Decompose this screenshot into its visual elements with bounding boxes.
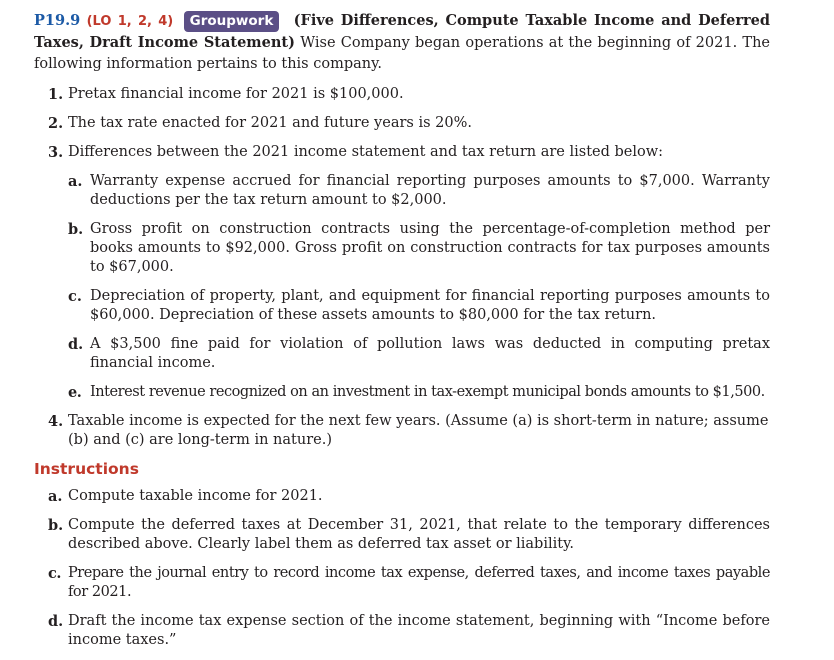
subitem-text: Gross profit on construction contracts using the percentage-of-completion method per books amounts to $92,000. Gross profit on construction contracts for tax purposes amounts to $67,000. <box>90 221 770 275</box>
item-text: The tax rate enacted for 2021 and future years is 20%. <box>68 115 472 131</box>
instruction-text: Prepare the journal entry to record income tax expense, deferred taxes, and income taxes payable for 2021. <box>68 565 770 600</box>
sub-list-item <box>34 172 770 210</box>
subitem-text: Depreciation of property, plant, and equipment for financial reporting purposes amounts to $60,000. Depreciation of these assets amounts to $80,000 for the tax return. <box>90 288 770 323</box>
instruction-label: b. <box>48 517 64 534</box>
item-label: 1. <box>48 86 64 103</box>
subitem-label: b. <box>68 221 84 238</box>
list-item <box>34 85 770 104</box>
problem-page <box>34 10 770 660</box>
instruction-item <box>34 612 770 650</box>
instruction-label: d. <box>48 613 64 630</box>
instructions-heading: Instructions <box>34 460 139 478</box>
instruction-text: Draft the income tax expense section of the income statement, beginning with “Income before income taxes.” <box>68 613 770 648</box>
problem-topics: (Five Differences, Compute Taxable Income and Deferred Taxes, Draft Income Statement) <box>34 12 770 51</box>
subitem-text: A $3,500 fine paid for violation of pollution laws was deducted in computing pretax financial income. <box>90 336 770 371</box>
instruction-text: Compute the deferred taxes at December 31, 2021, that relate to the temporary differences described above. Clearly label them as deferred tax asset or liability. <box>68 517 770 552</box>
instruction-item <box>34 516 770 554</box>
problem-number: P19.9 <box>34 12 81 29</box>
problem-header <box>34 10 770 75</box>
sub-list-item <box>34 220 770 277</box>
sub-list-item <box>34 335 770 373</box>
item-label: 4. <box>48 413 64 430</box>
subitem-text: Warranty expense accrued for financial reporting purposes amounts to $7,000. Warranty deductions per the tax return amount to $2,000. <box>90 173 770 208</box>
item-text: Taxable income is expected for the next few years. (Assume (a) is short-term in nature; assume (b) and (c) are long-term in nature.) <box>68 413 769 448</box>
subitem-label: e. <box>68 384 82 401</box>
subitem-text: Interest revenue recognized on an investment in tax-exempt municipal bonds amounts to $1,500. <box>90 384 765 400</box>
instruction-item <box>34 487 770 506</box>
list-item <box>34 143 770 162</box>
groupwork-badge: Groupwork <box>184 11 280 32</box>
instruction-label: c. <box>48 565 61 582</box>
instruction-text: Compute taxable income for 2021. <box>68 488 323 504</box>
item-text: Pretax financial income for 2021 is $100,000. <box>68 86 404 102</box>
subitem-label: a. <box>68 173 83 190</box>
list-item <box>34 114 770 133</box>
instruction-label: a. <box>48 488 63 505</box>
subitem-label: c. <box>68 288 82 305</box>
item-text: Differences between the 2021 income statement and tax return are listed below: <box>68 144 664 160</box>
sub-list-item <box>34 383 770 402</box>
sub-list-item <box>34 287 770 325</box>
learning-objectives: (LO 1, 2, 4) <box>86 14 174 29</box>
subitem-label: d. <box>68 336 84 353</box>
information-list <box>34 85 770 450</box>
instruction-item <box>34 564 770 602</box>
item-label: 3. <box>48 144 64 161</box>
instructions-list <box>34 487 770 650</box>
item-label: 2. <box>48 115 64 132</box>
problem-intro: Wise Company began operations at the beginning of 2021. The following information pertains to this company. <box>34 35 771 72</box>
list-item <box>34 412 770 450</box>
